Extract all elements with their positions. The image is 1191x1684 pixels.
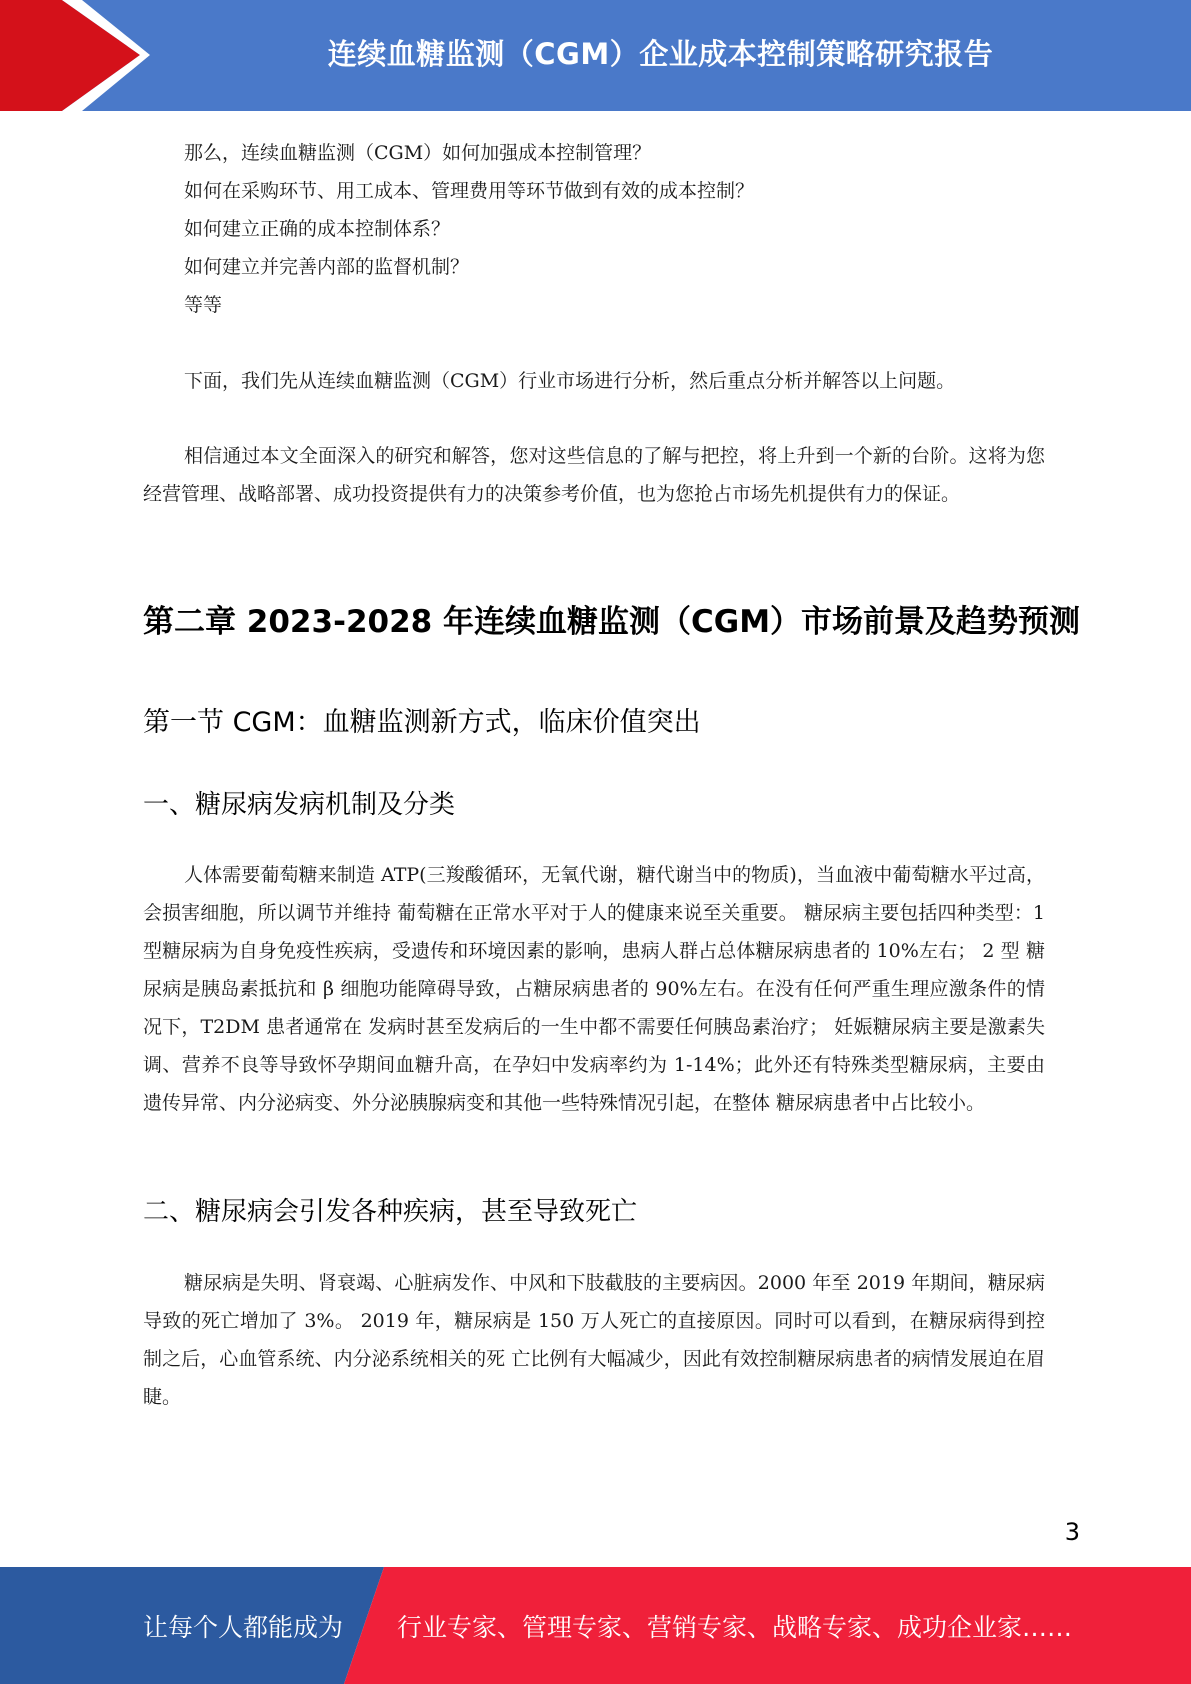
intro-question-2: 如何在采购环节、用工成本、管理费用等环节做到有效的成本控制？: [184, 180, 755, 202]
subsection-text-1: 人体需要葡萄糖来制造 ATP(三羧酸循环，无氧代谢，糖代谢当中的物质)，当血液中葡萄糖水平过高，会损害细胞，所以调节并维持 葡萄糖在正常水平对于人的健康来说至关重要。 糖尿病主要包括四种类型：1 型糖尿病为自身免疫性疾病，受遗传和环境因素的影响，患病人群占总体糖尿病患者的 10%左右； 2 型 糖尿病是胰岛素抵抗和 β 细胞功能障碍导致，占糖尿病患者的 90%左右。在没有任何严重生理应激条件的情况下，T2DM 患者通常在 发病时甚至发病后的一生中都不需要任何胰岛素治疗； 妊娠糖尿病主要是激素失调、营养不良等导致怀孕期间血糖升高，在孕妇中发病率约为 1-14%；此外还有特殊类型糖尿病，主要由遗传异常、内分泌病变、外分泌胰腺病变和其他一些特殊情况引起，在整体 糖尿病患者中占比较小。: [143, 864, 1045, 1114]
footer-slogan-left: 让每个人都能成为: [143, 1612, 344, 1642]
intro-question-5: 等等: [184, 294, 223, 316]
subsection-title-2: 二、糖尿病会引发各种疾病，甚至导致死亡: [143, 1197, 638, 1227]
intro-question-3: 如何建立正确的成本控制体系？: [184, 218, 451, 240]
footer-slogan-right: 行业专家、管理专家、营销专家、战略专家、成功企业家……: [397, 1612, 1073, 1642]
chapter-title: 第二章 2023-2028 年连续血糖监测（CGM）市场前景及趋势预测: [143, 604, 1081, 640]
header-title: 连续血糖监测（CGM）企业成本控制策略研究报告: [327, 36, 994, 71]
intro-question-4: 如何建立并完善内部的监督机制？: [184, 256, 470, 278]
page-number: 3: [1064, 1518, 1080, 1546]
intro-question-1: 那么，连续血糖监测（CGM）如何加强成本控制管理？: [184, 142, 652, 164]
paragraph-belief: 相信通过本文全面深入的研究和解答，您对这些信息的了解与把控，将上升到一个新的台阶。这将为您经营管理、战略部署、成功投资提供有力的决策参考价值，也为您抢占市场先机提供有力的保证。: [143, 445, 1045, 505]
paragraph-next-step: 下面，我们先从连续血糖监测（CGM）行业市场进行分析，然后重点分析并解答以上问题。: [184, 370, 956, 392]
section-title: 第一节 CGM：血糖监测新方式，临床价值突出: [143, 707, 701, 738]
subsection-text-2: 糖尿病是失明、肾衰竭、心脏病发作、中风和下肢截肢的主要病因。2000 年至 2019 年期间，糖尿病导致的死亡增加了 3%。 2019 年，糖尿病是 150 万人死亡的直接原因。同时可以看到，在糖尿病得到控制之后，心血管系统、内分泌系统相关的死 亡比例有大幅减少，因此有效控制糖尿病患者的病情发展迫在眉睫。: [143, 1272, 1045, 1408]
page-header: [0, 0, 1191, 111]
subsection-title-1: 一、糖尿病发病机制及分类: [143, 790, 456, 820]
page-footer: [0, 1567, 1191, 1684]
